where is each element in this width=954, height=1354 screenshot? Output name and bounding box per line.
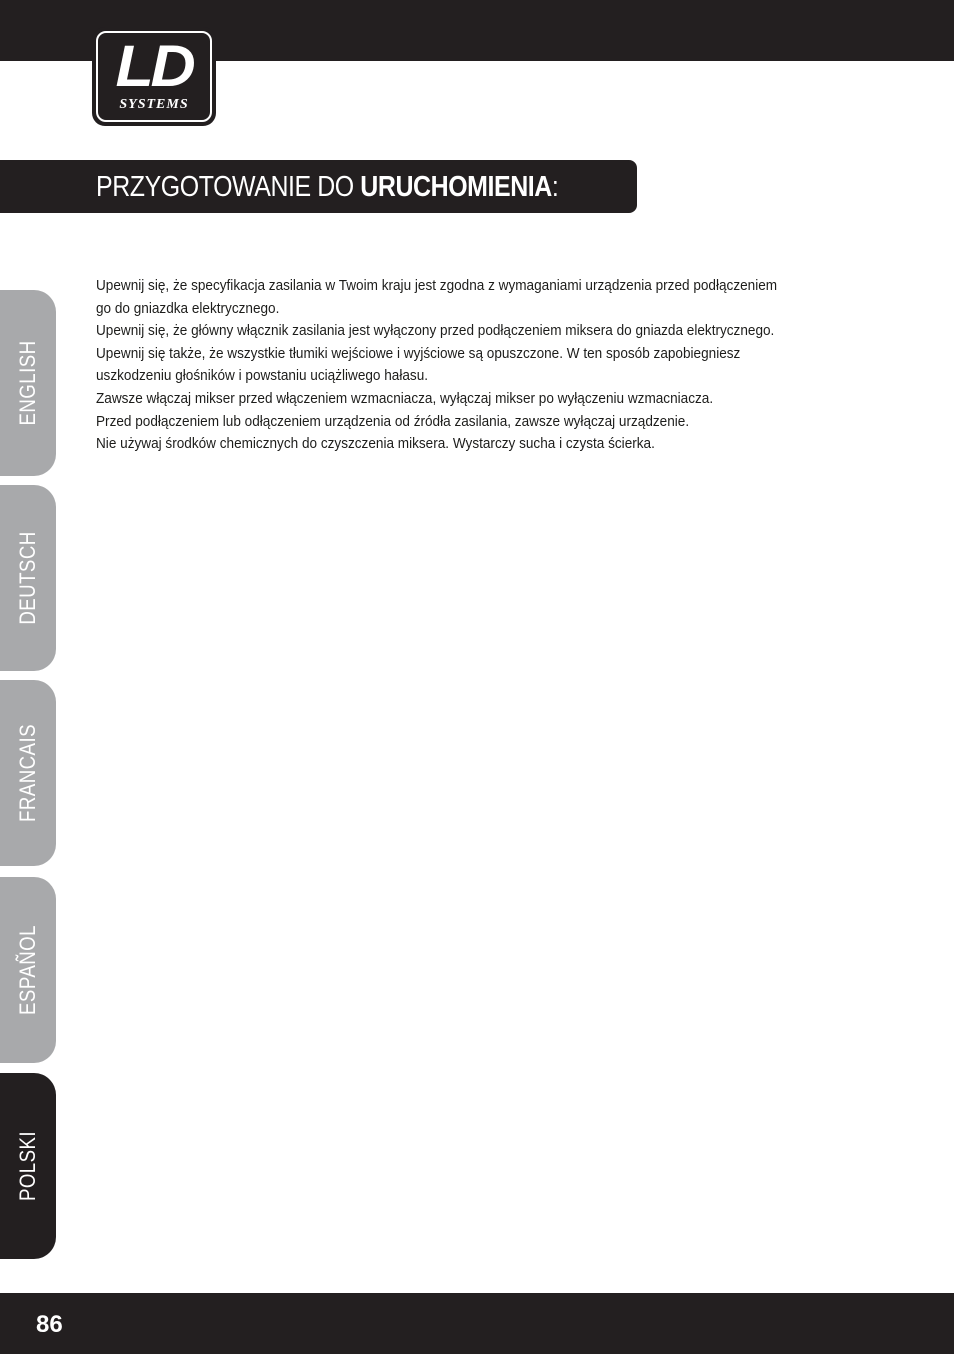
page-number: 86	[36, 1311, 63, 1338]
text-line: Upewnij się także, że wszystkie tłumiki wejściowe i wyjściowe są opuszczone. W ten sposób zapobiegniesz	[96, 344, 741, 362]
section-title-bold: URUCHOMIENIA	[360, 171, 552, 203]
text-line: Upewnij się, że główny włącznik zasilania jest wyłączony przed podłączeniem miksera do gniazda elektrycznego.	[96, 322, 775, 340]
section-title-regular: PRZYGOTOWANIE DO	[96, 171, 361, 203]
tab-english-label: ENGLISH	[15, 340, 40, 426]
logo-frame	[96, 31, 212, 122]
tab-deutsch[interactable]	[0, 485, 56, 671]
section-title-bar	[0, 160, 637, 213]
bottom-bar	[0, 1293, 954, 1354]
text-line: Zawsze włączaj mikser przed włączeniem wzmacniacza, wyłączaj mikser po wyłączeniu wzmacniacza.	[96, 389, 714, 407]
text-line: Upewnij się, że specyfikacja zasilania w Twoim kraju jest zgodna z wymaganiami urządzenia przed podłączeniem	[96, 277, 778, 294]
tab-english[interactable]	[0, 290, 56, 476]
ld-systems-logo	[92, 27, 216, 126]
tab-deutsch-label: DEUTSCH	[15, 531, 40, 625]
tab-polski-label: POLSKI	[15, 1130, 40, 1202]
section-title	[96, 160, 558, 213]
tab-francais-label: FRANCAIS	[15, 724, 40, 822]
text-line: go do gniazdka elektrycznego.	[96, 299, 280, 317]
tab-espanol-label: ESPAÑOL	[15, 925, 40, 1015]
text-line: uszkodzeniu głośników i powstaniu uciążliwego hałasu.	[96, 367, 429, 385]
tab-francais[interactable]	[0, 680, 56, 866]
instructions-text	[96, 275, 876, 456]
text-line: Przed podłączeniem lub odłączeniem urządzenia od źródła zasilania, zawsze wyłączaj urządzenie.	[96, 412, 690, 430]
logo-ld-text: LD	[115, 34, 193, 99]
logo-systems-text: SYSTEMS	[119, 97, 189, 112]
section-title-suffix: :	[551, 171, 559, 203]
text-line: Nie używaj środków chemicznych do czyszczenia miksera. Wystarczy sucha i czysta ścierka.	[96, 435, 655, 453]
tab-espanol[interactable]	[0, 877, 56, 1063]
tab-polski[interactable]	[0, 1073, 56, 1259]
